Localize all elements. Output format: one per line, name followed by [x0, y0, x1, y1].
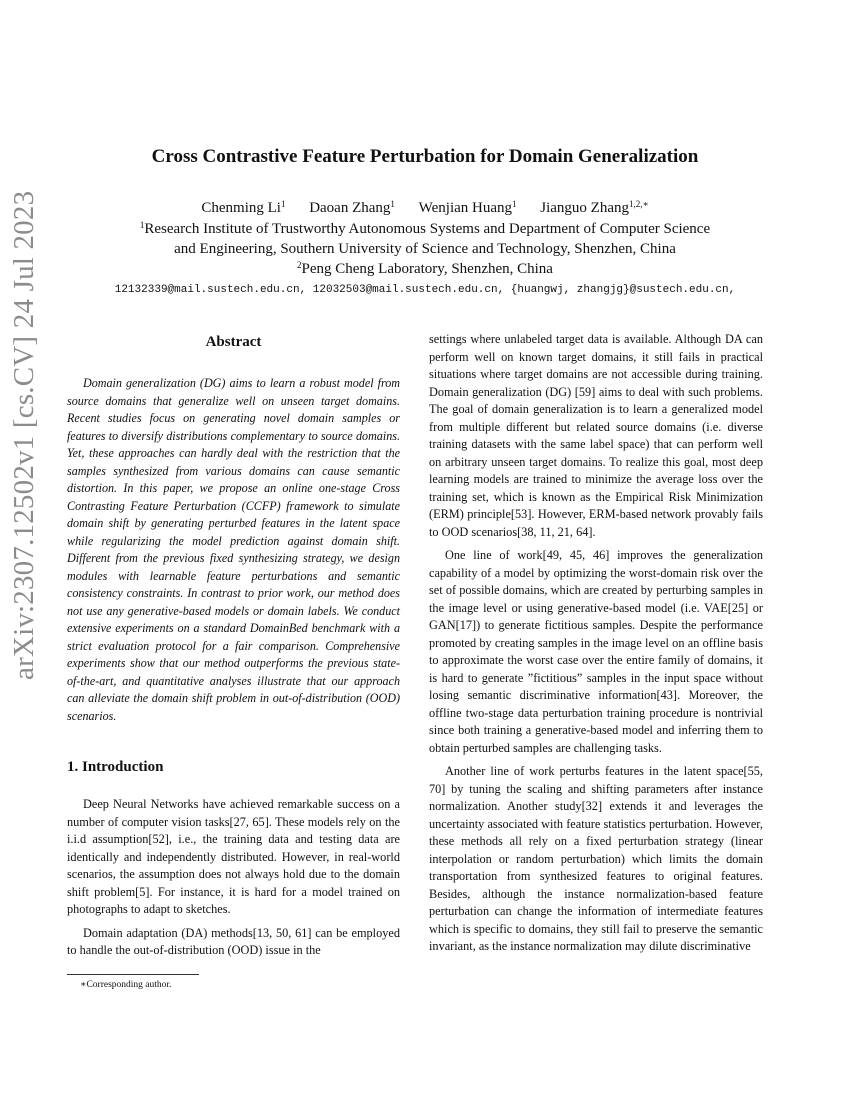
affiliation-2: $^2$Peng Cheng Laboratory, Shenzhen, China: [297, 260, 553, 277]
affiliation-1-cont: and Engineering, Southern University of Science and Technology, Shenzhen, China: [174, 241, 676, 257]
right-column: [429, 331, 763, 962]
author: Jianguo Zhang$^{1,2,∗}$: [540, 199, 649, 216]
footnote-divider: [67, 974, 199, 975]
arxiv-stamp: arXiv:2307.12502v1 [cs.CV] 24 Jul 2023: [8, 190, 40, 680]
intro-paragraph: Domain adaptation (DA) methods[13, 50, 61] can be employed to handle the out-of-distribution (OOD) issue in the: [67, 925, 400, 957]
body-paragraph: settings where unlabeled target data is available. Although DA can perform well on known target domains, it still fails in practical situations where target domains are not accessible during training. Domain generalization (DG) [59] aims to deal with such problems. The goal of domain generalization is to learn a generalized model from multiple different but related source domains (i.e. diverse training datasets with the same label space) that can perform well on arbitrary unseen target domains. To realize this goal, most deep learning models are trained to minimize the average loss over the training set, which is known as the Empirical Risk Minimization (ERM) principle[53]. However, ERM-based network provably fails to OOD scenarios[38, 11, 21, 64].: [429, 332, 763, 539]
abstract-heading: Abstract: [205, 334, 262, 350]
left-column: [67, 334, 400, 966]
intro-paragraph: Deep Neural Networks have achieved remarkable success on a number of computer vision tasks[27, 65]. These models rely on the i.i.d assumption[52], i.e., the training data and testing data are identically and independently distributed. However, in real-world scenarios, the assumption does not always hold due to the domain shift problem[5]. For instance, it is hard for a model trained on photographs to adapt to sketches.: [67, 797, 400, 916]
author-list: [60, 198, 790, 218]
abstract-text: Domain generalization (DG) aims to learn a robust model from source domains that generalize well on unseen target domains. Recent studies focus on generating novel domain samples or features to diversify distributions complementary to source domains. Yet, these approaches can hardly deal with the restriction that the samples synthesized from various domains can cause semantic distortion. In this paper, we propose an online one-stage Cross Contrasting Feature Perturbation (CCFP) framework to simulate domain shift by generating perturbed features in the latent space while regularizing the model prediction against domain shift. Different from the previous fixed synthesizing strategy, we design modules with learnable feature perturbations and semantic consistency constraints. In contrast to prior work, our method does not use any generative-based models or domain labels. We conduct extensive experiments on a standard DomainBed benchmark with a strict evaluation protocol for a fair comparison. Comprehensive experiments show that our method outperforms the previous state-of-the-art, and quantitative analyses illustrate that our approach can alleviate the domain shift problem in out-of-distribution (OOD) scenarios.: [67, 376, 400, 723]
footnote: ∗Corresponding author.: [80, 980, 172, 990]
section-heading-introduction: 1. Introduction: [67, 759, 164, 775]
paper-title: Cross Contrastive Feature Perturbation for Domain Generalization: [151, 146, 699, 167]
author: Chenming Li$^1$: [201, 199, 286, 216]
author: Daoan Zhang$^1$: [309, 199, 395, 216]
author: Wenjian Huang$^1$: [418, 199, 517, 216]
affiliation-1: $^1$Research Institute of Trustworthy Autonomous Systems and Department of Computer Science: [139, 220, 711, 237]
author-emails: 12132339@mail.sustech.edu.cn, 12032503@mail.sustech.edu.cn, {huangwj, zhangjg}@sustech.edu.cn,: [114, 284, 736, 296]
body-paragraph: One line of work[49, 45, 46] improves the generalization capability of a model by optimizing the worst-domain risk over the set of possible domains, which are created by perturbing samples in the image level or using generative-based model (i.e. VAE[25] or GAN[17]) to generate fictitious samples. Despite the performance promoted by creating samples in the image level on an offline basis to approximate the worst case over the entire family of domains, it is hard to generate ”fictitious” samples in the input space without losing semantic discriminative information[43]. Moreover, the offline two-stage data perturbation training procedure is nontrivial since both training a generative-based model and inferring them to obtain perturbed samples are challenging tasks.: [429, 548, 763, 755]
body-paragraph: Another line of work perturbs features in the latent space[55, 70] by tuning the scaling and shifting parameters after instance normalization. Another study[32] extends it and leverages the uncertainty associated with feature statistics perturbation. However, these methods all rely on a fixed perturbation strategy (linear interpolation or random perturbation) which limits the domain transportation from synthesized features to original features. Besides, although the instance normalization-based feature perturbation can change the information of intermediate features which is specific to domains, they still fail to preserve the semantic invariant, as the instance normalization may dilute discriminative: [429, 764, 763, 953]
